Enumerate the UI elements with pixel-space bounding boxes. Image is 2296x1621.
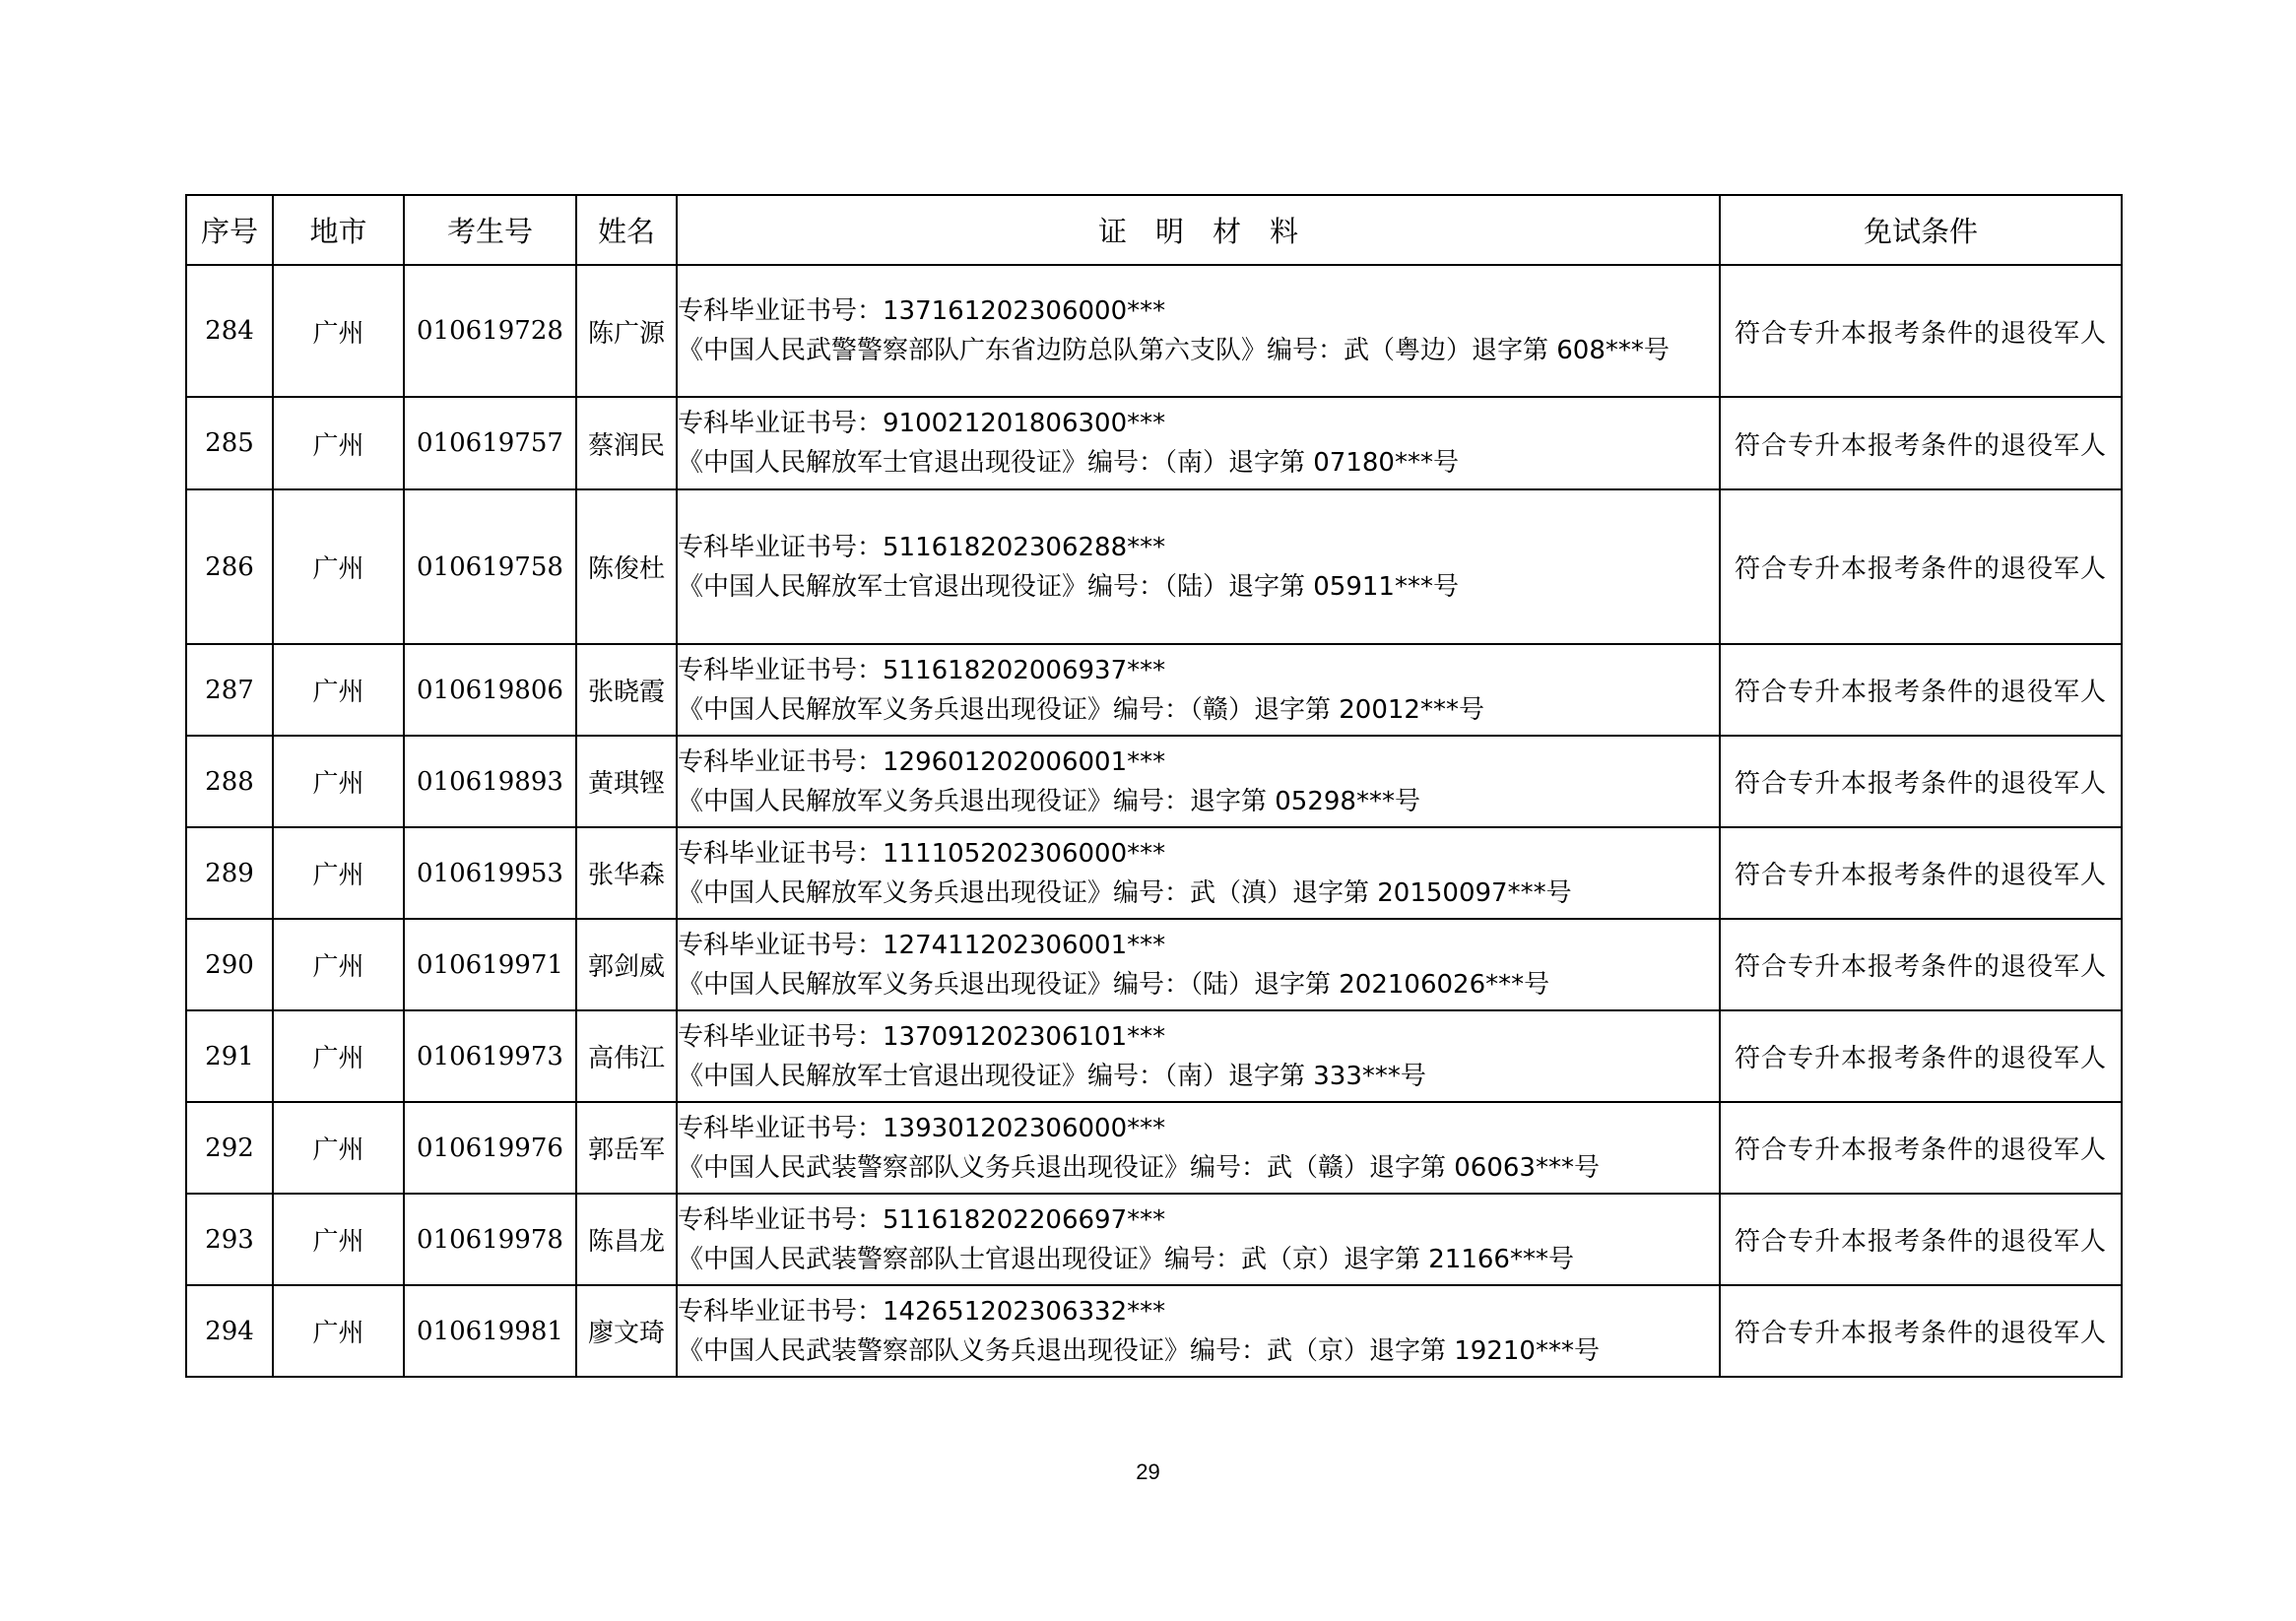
cell-proof-material xyxy=(677,644,1720,736)
cell-proof-material xyxy=(677,489,1720,644)
cell-exemption-condition: 符合专升本报考条件的退役军人 xyxy=(1720,1194,2122,1285)
header-city: 地市 xyxy=(273,195,404,265)
cell-exemption-condition: 符合专升本报考条件的退役军人 xyxy=(1720,1102,2122,1194)
cell-serial-no: 284 xyxy=(186,265,273,397)
cell-exemption-condition: 符合专升本报考条件的退役军人 xyxy=(1720,736,2122,827)
proof-diploma-line: 专科毕业证书号：511618202006937*** xyxy=(678,655,1166,685)
cell-city: 广州 xyxy=(273,489,404,644)
cell-serial-no: 292 xyxy=(186,1102,273,1194)
cell-name: 蔡润民 xyxy=(576,397,677,489)
cell-candidate-no: 010619758 xyxy=(404,489,576,644)
proof-diploma-line: 专科毕业证书号：137091202306101*** xyxy=(678,1021,1166,1052)
cell-name: 陈昌龙 xyxy=(576,1194,677,1285)
cell-name: 张晓霞 xyxy=(576,644,677,736)
proof-diploma-line: 专科毕业证书号：127411202306001*** xyxy=(678,930,1166,960)
proof-certificate-line: 《中国人民解放军义务兵退出现役证》编号：退字第 05298***号 xyxy=(678,786,1420,816)
proof-diploma-line: 专科毕业证书号：142651202306332*** xyxy=(678,1296,1166,1327)
cell-exemption-condition: 符合专升本报考条件的退役军人 xyxy=(1720,489,2122,644)
proof-diploma-line: 专科毕业证书号：910021201806300*** xyxy=(678,409,1166,438)
cell-name: 陈俊杜 xyxy=(576,489,677,644)
cell-serial-no: 291 xyxy=(186,1010,273,1102)
cell-proof-material xyxy=(677,1285,1720,1377)
proof-certificate-line: 《中国人民解放军士官退出现役证》编号：（陆）退字第 05911***号 xyxy=(678,571,1459,602)
cell-candidate-no: 010619981 xyxy=(404,1285,576,1377)
cell-proof-material xyxy=(677,827,1720,919)
cell-city: 广州 xyxy=(273,1285,404,1377)
cell-proof-material xyxy=(677,736,1720,827)
cell-city: 广州 xyxy=(273,644,404,736)
cell-proof-material xyxy=(677,1010,1720,1102)
cell-name: 陈广源 xyxy=(576,265,677,397)
table-row xyxy=(186,397,2122,489)
table-row xyxy=(186,736,2122,827)
cell-proof-material xyxy=(677,265,1720,397)
page-number: 29 xyxy=(1136,1459,1160,1484)
cell-candidate-no: 010619728 xyxy=(404,265,576,397)
proof-certificate-line: 《中国人民解放军义务兵退出现役证》编号：武（滇）退字第 20150097***号 xyxy=(678,877,1572,908)
cell-exemption-condition: 符合专升本报考条件的退役军人 xyxy=(1720,1010,2122,1102)
header-candidate-no: 考生号 xyxy=(404,195,576,265)
proof-certificate-line: 《中国人民武装警察部队义务兵退出现役证》编号：武（赣）退字第 06063***号 xyxy=(678,1152,1600,1183)
cell-exemption-condition: 符合专升本报考条件的退役军人 xyxy=(1720,1285,2122,1377)
cell-exemption-condition: 符合专升本报考条件的退役军人 xyxy=(1720,644,2122,736)
table-row xyxy=(186,827,2122,919)
proof-certificate-line: 《中国人民解放军义务兵退出现役证》编号：（陆）退字第 202106026***号 xyxy=(678,969,1550,1000)
proof-diploma-line: 专科毕业证书号：511618202206697*** xyxy=(678,1204,1166,1235)
cell-serial-no: 294 xyxy=(186,1285,273,1377)
proof-diploma-line: 专科毕业证书号：129601202006001*** xyxy=(678,746,1166,777)
cell-candidate-no: 010619893 xyxy=(404,736,576,827)
cell-proof-material xyxy=(677,919,1720,1010)
cell-city: 广州 xyxy=(273,1010,404,1102)
table-header-row xyxy=(186,195,2122,265)
cell-candidate-no: 010619971 xyxy=(404,919,576,1010)
cell-serial-no: 293 xyxy=(186,1194,273,1285)
cell-proof-material xyxy=(677,1102,1720,1194)
cell-exemption-condition: 符合专升本报考条件的退役军人 xyxy=(1720,827,2122,919)
cell-city: 广州 xyxy=(273,736,404,827)
cell-city: 广州 xyxy=(273,265,404,397)
header-exemption-condition: 免试条件 xyxy=(1720,195,2122,265)
cell-exemption-condition: 符合专升本报考条件的退役军人 xyxy=(1720,919,2122,1010)
cell-city: 广州 xyxy=(273,919,404,1010)
cell-city: 广州 xyxy=(273,1102,404,1194)
header-name: 姓名 xyxy=(576,195,677,265)
cell-serial-no: 288 xyxy=(186,736,273,827)
cell-exemption-condition: 符合专升本报考条件的退役军人 xyxy=(1720,265,2122,397)
cell-name: 高伟江 xyxy=(576,1010,677,1102)
cell-candidate-no: 010619973 xyxy=(404,1010,576,1102)
table-row xyxy=(186,919,2122,1010)
cell-candidate-no: 010619978 xyxy=(404,1194,576,1285)
table-row xyxy=(186,1194,2122,1285)
table-row xyxy=(186,1010,2122,1102)
proof-certificate-line: 《中国人民解放军士官退出现役证》编号：（南）退字第 333***号 xyxy=(678,1061,1426,1091)
header-serial-no: 序号 xyxy=(186,195,273,265)
proof-diploma-line: 专科毕业证书号：139301202306000*** xyxy=(678,1113,1166,1143)
cell-city: 广州 xyxy=(273,1194,404,1285)
cell-proof-material xyxy=(677,1194,1720,1285)
cell-serial-no: 289 xyxy=(186,827,273,919)
cell-city: 广州 xyxy=(273,827,404,919)
cell-candidate-no: 010619953 xyxy=(404,827,576,919)
cell-proof-material xyxy=(677,397,1720,489)
cell-name: 郭剑威 xyxy=(576,919,677,1010)
cell-serial-no: 285 xyxy=(186,397,273,489)
cell-candidate-no: 010619976 xyxy=(404,1102,576,1194)
proof-diploma-line: 专科毕业证书号：511618202306288*** xyxy=(678,532,1166,562)
cell-exemption-condition: 符合专升本报考条件的退役军人 xyxy=(1720,397,2122,489)
proof-diploma-line: 专科毕业证书号：137161202306000*** xyxy=(678,296,1166,326)
proof-certificate-line: 《中国人民武警警察部队广东省边防总队第六支队》编号：武（粤边）退字第 608***号 xyxy=(678,336,1670,365)
cell-city: 广州 xyxy=(273,397,404,489)
table-row xyxy=(186,265,2122,397)
proof-certificate-line: 《中国人民武装警察部队士官退出现役证》编号：武（京）退字第 21166***号 xyxy=(678,1244,1574,1274)
cell-serial-no: 287 xyxy=(186,644,273,736)
cell-name: 郭岳军 xyxy=(576,1102,677,1194)
table-row xyxy=(186,1102,2122,1194)
table-row xyxy=(186,1285,2122,1377)
cell-candidate-no: 010619806 xyxy=(404,644,576,736)
proof-diploma-line: 专科毕业证书号：111105202306000*** xyxy=(678,838,1166,869)
proof-certificate-line: 《中国人民武装警察部队义务兵退出现役证》编号：武（京）退字第 19210***号 xyxy=(678,1335,1600,1366)
cell-name: 廖文琦 xyxy=(576,1285,677,1377)
header-proof-material: 证 明 材 料 xyxy=(677,195,1720,265)
proof-certificate-line: 《中国人民解放军士官退出现役证》编号：（南）退字第 07180***号 xyxy=(678,448,1459,478)
cell-serial-no: 286 xyxy=(186,489,273,644)
table-row xyxy=(186,489,2122,644)
proof-certificate-line: 《中国人民解放军义务兵退出现役证》编号：（赣）退字第 20012***号 xyxy=(678,694,1484,725)
cell-candidate-no: 010619757 xyxy=(404,397,576,489)
exemption-table xyxy=(185,194,2123,1378)
cell-serial-no: 290 xyxy=(186,919,273,1010)
cell-name: 黄琪铿 xyxy=(576,736,677,827)
table-row xyxy=(186,644,2122,736)
cell-name: 张华森 xyxy=(576,827,677,919)
